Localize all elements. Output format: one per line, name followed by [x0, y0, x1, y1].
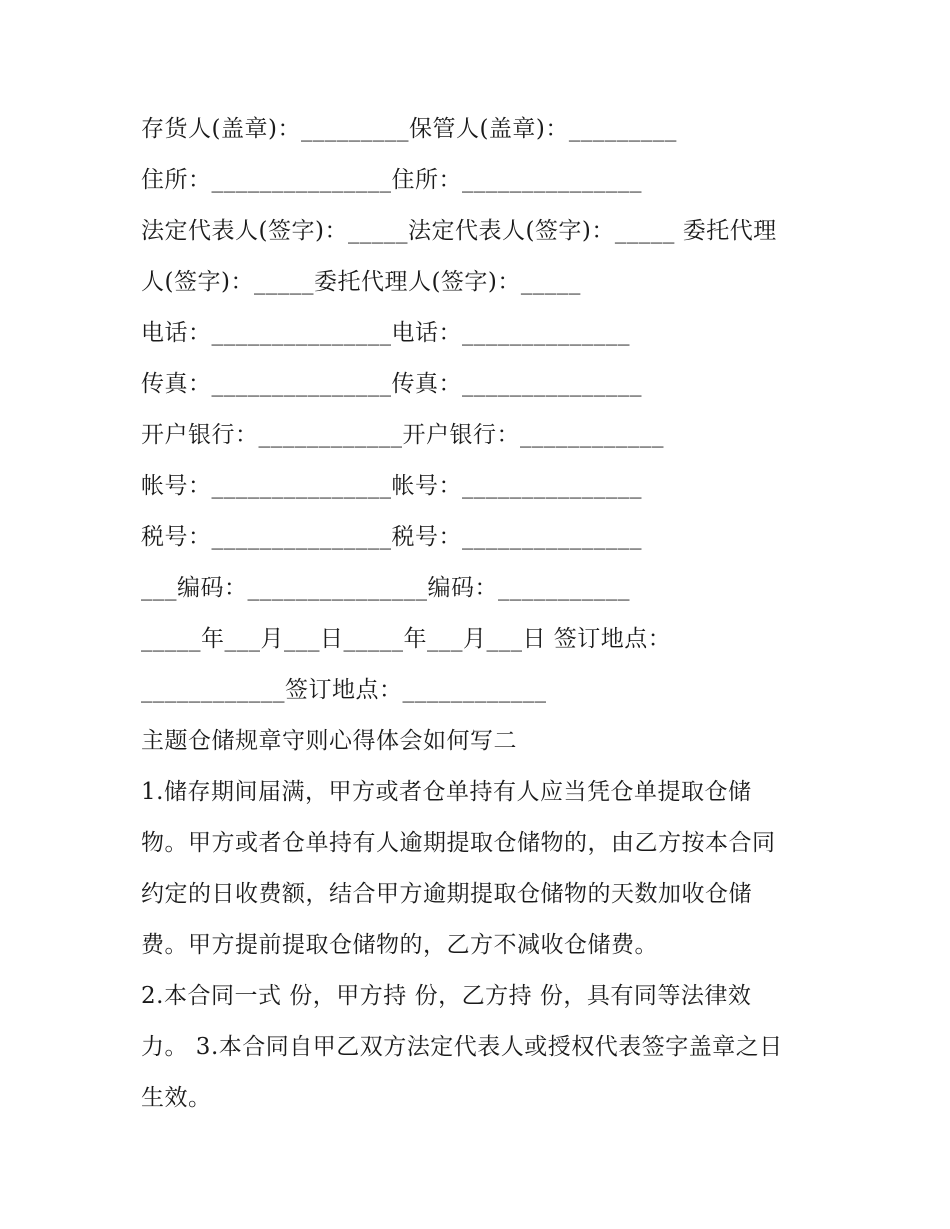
signature-stamp-line: 存货人(盖章)：_________保管人(盖章)：_________ [141, 116, 677, 142]
section-title: 主题仓储规章守则心得体会如何写二 [141, 728, 517, 754]
tax-number-line: 税号：_______________税号：_______________ [141, 524, 642, 550]
legal-representative-line: 法定代表人(签字)：_____法定代表人(签字)：_____ 委托代理 [141, 218, 777, 244]
date-line: _____年___月___日_____年___月___日 签订地点： [141, 626, 672, 652]
signing-place-line: ____________签订地点：____________ [141, 677, 547, 703]
account-line: 帐号：_______________帐号：_______________ [141, 473, 642, 499]
phone-line: 电话：_______________电话：______________ [141, 320, 630, 346]
fax-line: 传真：_______________传真：_______________ [141, 371, 642, 397]
paragraph-line: 物。甲方或者仓单持有人逾期提取仓储物的，由乙方按本合同 [141, 830, 776, 856]
paragraph-line: 生效。 [141, 1085, 212, 1111]
paragraph-line: 1.储存期间届满，甲方或者仓单持有人应当凭仓单提取仓储 [141, 779, 752, 805]
agent-line: 人(签字)：_____委托代理人(签字)：_____ [141, 269, 581, 295]
paragraph-line: 约定的日收费额，结合甲方逾期提取仓储物的天数加收仓储 [141, 881, 752, 907]
paragraph-line: 2.本合同一式 份，甲方持 份，乙方持 份，具有同等法律效 [141, 983, 752, 1009]
postcode-line: ___编码：_______________编码：___________ [141, 575, 630, 601]
bank-line: 开户银行：____________开户银行：____________ [141, 422, 664, 448]
address-line: 住所：_______________住所：_______________ [141, 167, 642, 193]
paragraph-line: 力。 3.本合同自甲乙双方法定代表人或授权代表签字盖章之日 [141, 1034, 783, 1060]
paragraph-line: 费。甲方提前提取仓储物的，乙方不减收仓储费。 [141, 932, 658, 958]
